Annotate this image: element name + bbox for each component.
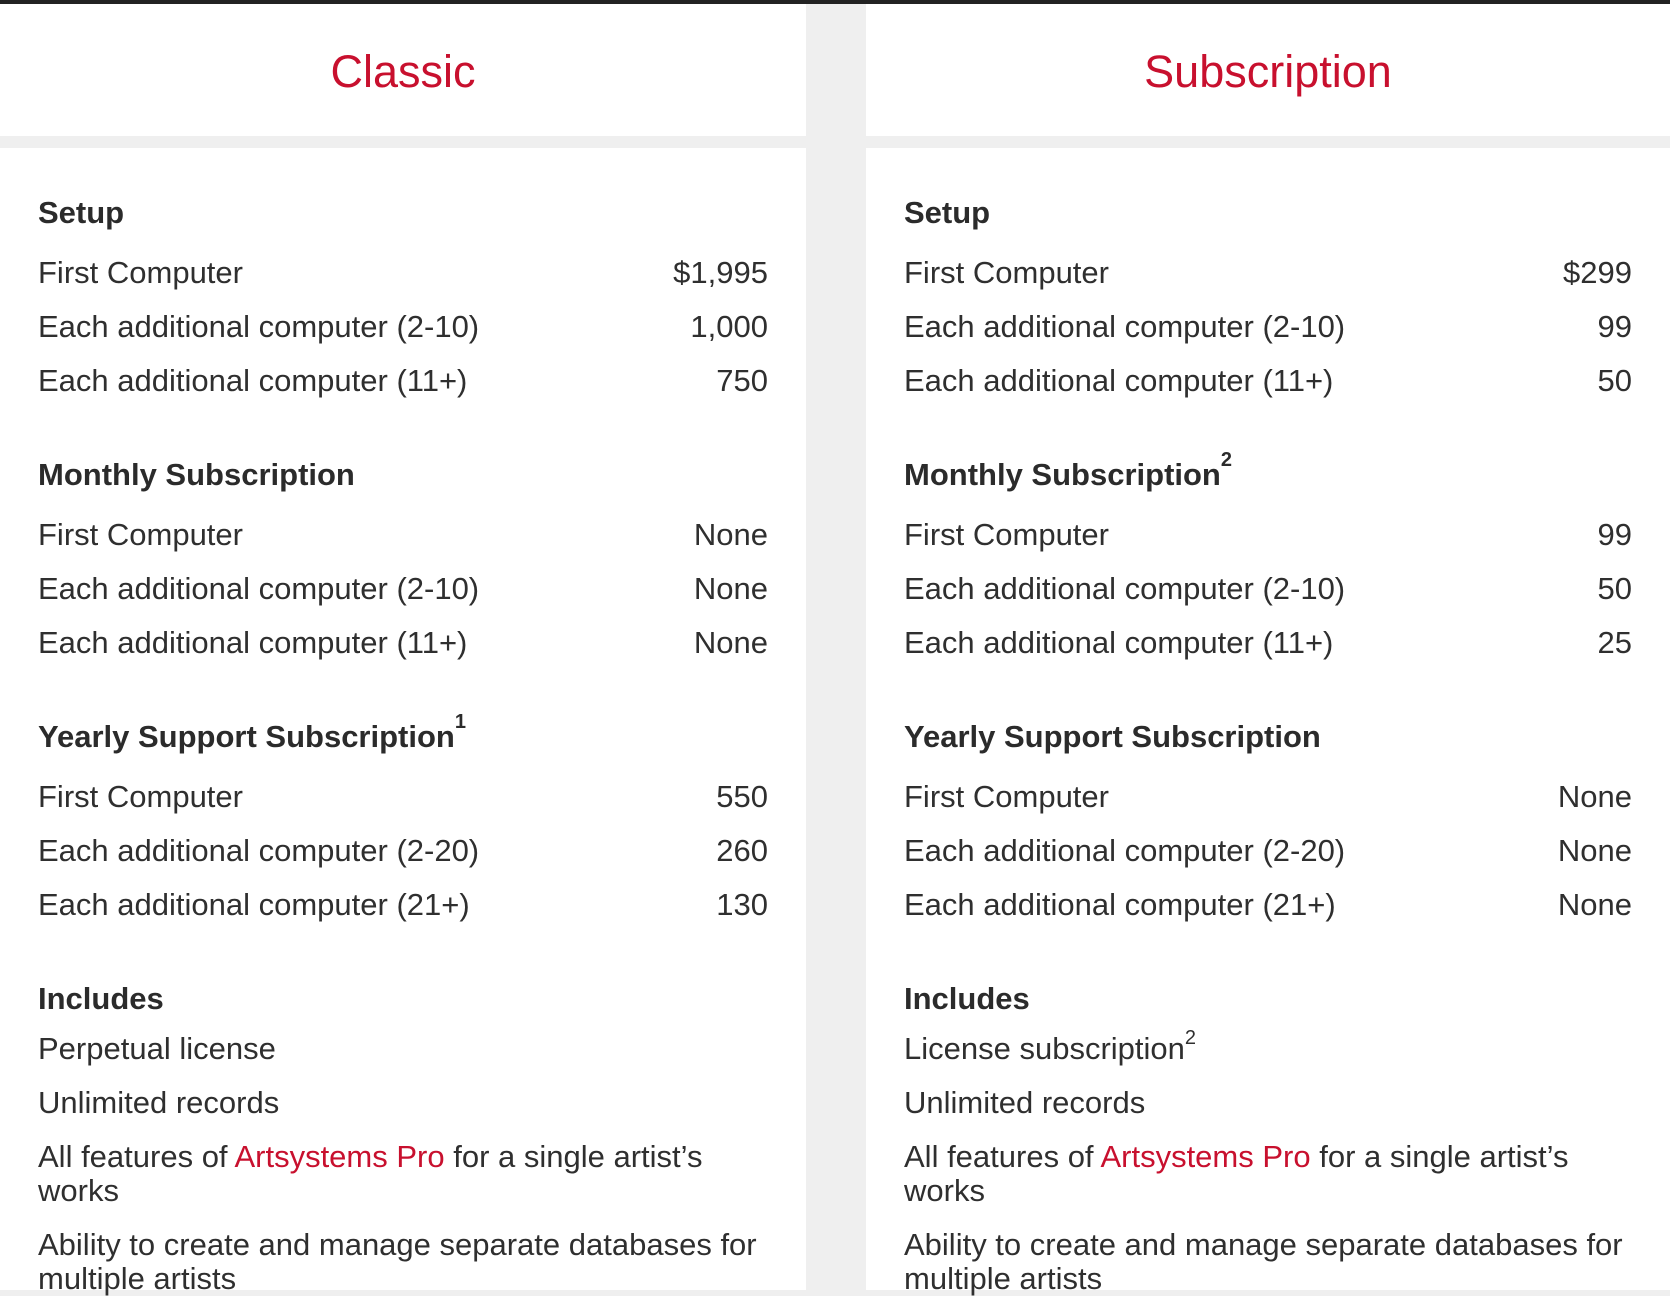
- price-row: [38, 354, 768, 408]
- row-label: Each additional computer (21+): [904, 887, 1336, 922]
- monthly-section: [904, 449, 1632, 670]
- section-title: Includes: [38, 981, 164, 1016]
- yearly-support-section: [904, 716, 1632, 932]
- includes-item-text: Perpetual license: [38, 1031, 276, 1066]
- footnote-marker: 2: [1184, 1027, 1197, 1049]
- row-value: 750: [716, 363, 768, 398]
- row-label: Each additional computer (21+): [38, 887, 470, 922]
- row-value: 99: [1597, 517, 1632, 552]
- row-value: None: [693, 625, 768, 660]
- plan-header: [0, 4, 806, 136]
- row-value: 260: [716, 833, 768, 868]
- row-value: 50: [1597, 363, 1632, 398]
- row-label: First Computer: [38, 517, 243, 552]
- footnote-marker: 1: [454, 711, 466, 733]
- row-label: Each additional computer (11+): [904, 363, 1334, 398]
- row-label: First Computer: [904, 255, 1109, 290]
- includes-item-text: All features of: [904, 1139, 1101, 1174]
- row-value: 50: [1597, 571, 1632, 606]
- price-row: [904, 878, 1632, 932]
- row-label: Each additional computer (2-10): [904, 309, 1346, 344]
- row-label: Each additional computer (11+): [904, 625, 1334, 660]
- section-title: [904, 449, 1632, 496]
- section-title: Setup: [904, 195, 991, 230]
- section-title: [38, 711, 768, 758]
- row-label: Each additional computer (11+): [38, 363, 468, 398]
- price-row: [38, 824, 768, 878]
- price-row: [38, 770, 768, 824]
- row-value: None: [1557, 887, 1632, 922]
- plan-title: Subscription: [1144, 46, 1392, 97]
- price-row: [904, 354, 1632, 408]
- section-title-text: Yearly Support Subscription: [904, 719, 1321, 754]
- price-row: [904, 616, 1632, 670]
- includes-item: Ability to create and manage separate databases for multiple artists: [38, 1227, 757, 1296]
- includes-item: [38, 1032, 768, 1066]
- includes-section: [38, 978, 768, 1296]
- monthly-section: [38, 454, 768, 670]
- includes-item: [904, 1027, 1632, 1066]
- row-value: None: [1557, 833, 1632, 868]
- artsystems-pro-link[interactable]: Artsystems Pro: [234, 1139, 445, 1174]
- plan-header: [866, 4, 1670, 136]
- row-label: First Computer: [904, 517, 1109, 552]
- row-label: First Computer: [38, 255, 243, 290]
- section-title: [904, 716, 1632, 758]
- price-row: [904, 562, 1632, 616]
- price-row: [38, 246, 768, 300]
- section-title-text: Monthly Subscription: [38, 457, 355, 492]
- price-row: [38, 300, 768, 354]
- setup-section: [38, 192, 768, 408]
- plan-details: [866, 148, 1670, 1296]
- section-title: Includes: [904, 981, 1030, 1016]
- row-value: 99: [1597, 309, 1632, 344]
- artsystems-pro-link[interactable]: Artsystems Pro: [1100, 1139, 1311, 1174]
- price-row: [904, 300, 1632, 354]
- row-label: Each additional computer (2-20): [904, 833, 1346, 868]
- includes-item: Ability to create and manage separate databases for multiple artists: [904, 1227, 1623, 1296]
- price-row: [904, 246, 1632, 300]
- includes-item: [38, 1140, 768, 1208]
- includes-item: Unlimited records: [904, 1085, 1146, 1120]
- row-value: 550: [716, 779, 768, 814]
- section-title: [38, 454, 768, 496]
- includes-item-text: License subscription: [904, 1031, 1185, 1066]
- price-row: [38, 562, 768, 616]
- includes-section: [904, 978, 1632, 1296]
- row-label: First Computer: [904, 779, 1109, 814]
- row-value: 25: [1597, 625, 1632, 660]
- price-row: [904, 824, 1632, 878]
- row-label: Each additional computer (2-20): [38, 833, 480, 868]
- row-label: First Computer: [38, 779, 243, 814]
- includes-item: Unlimited records: [38, 1085, 280, 1120]
- price-row: [38, 878, 768, 932]
- includes-item-text: for a single artist’s works: [904, 1139, 1569, 1208]
- plan-details: [0, 148, 806, 1296]
- plan-column-subscription: [866, 4, 1670, 1296]
- row-value: None: [693, 571, 768, 606]
- section-title: Setup: [38, 195, 125, 230]
- section-title-text: Monthly Subscription: [904, 457, 1221, 492]
- plan-column-classic: [0, 4, 806, 1296]
- price-row: [38, 616, 768, 670]
- section-title-text: Yearly Support Subscription: [38, 719, 455, 754]
- row-value: 1,000: [690, 309, 768, 344]
- price-row: [38, 508, 768, 562]
- row-label: Each additional computer (11+): [38, 625, 468, 660]
- price-row: [904, 770, 1632, 824]
- includes-item-text: All features of: [38, 1139, 235, 1174]
- row-label: Each additional computer (2-10): [38, 309, 480, 344]
- row-value: $1,995: [673, 255, 768, 290]
- yearly-support-section: [38, 711, 768, 932]
- setup-section: [904, 192, 1632, 408]
- row-label: Each additional computer (2-10): [38, 571, 480, 606]
- includes-item: [904, 1140, 1632, 1208]
- footnote-marker: 2: [1220, 449, 1232, 471]
- row-value: None: [1557, 779, 1632, 814]
- row-value: $299: [1563, 255, 1632, 290]
- row-label: Each additional computer (2-10): [904, 571, 1346, 606]
- price-row: [904, 508, 1632, 562]
- row-value: 130: [716, 887, 768, 922]
- row-value: None: [693, 517, 768, 552]
- includes-item-text: for a single artist’s works: [38, 1139, 703, 1208]
- plan-title: Classic: [330, 46, 476, 97]
